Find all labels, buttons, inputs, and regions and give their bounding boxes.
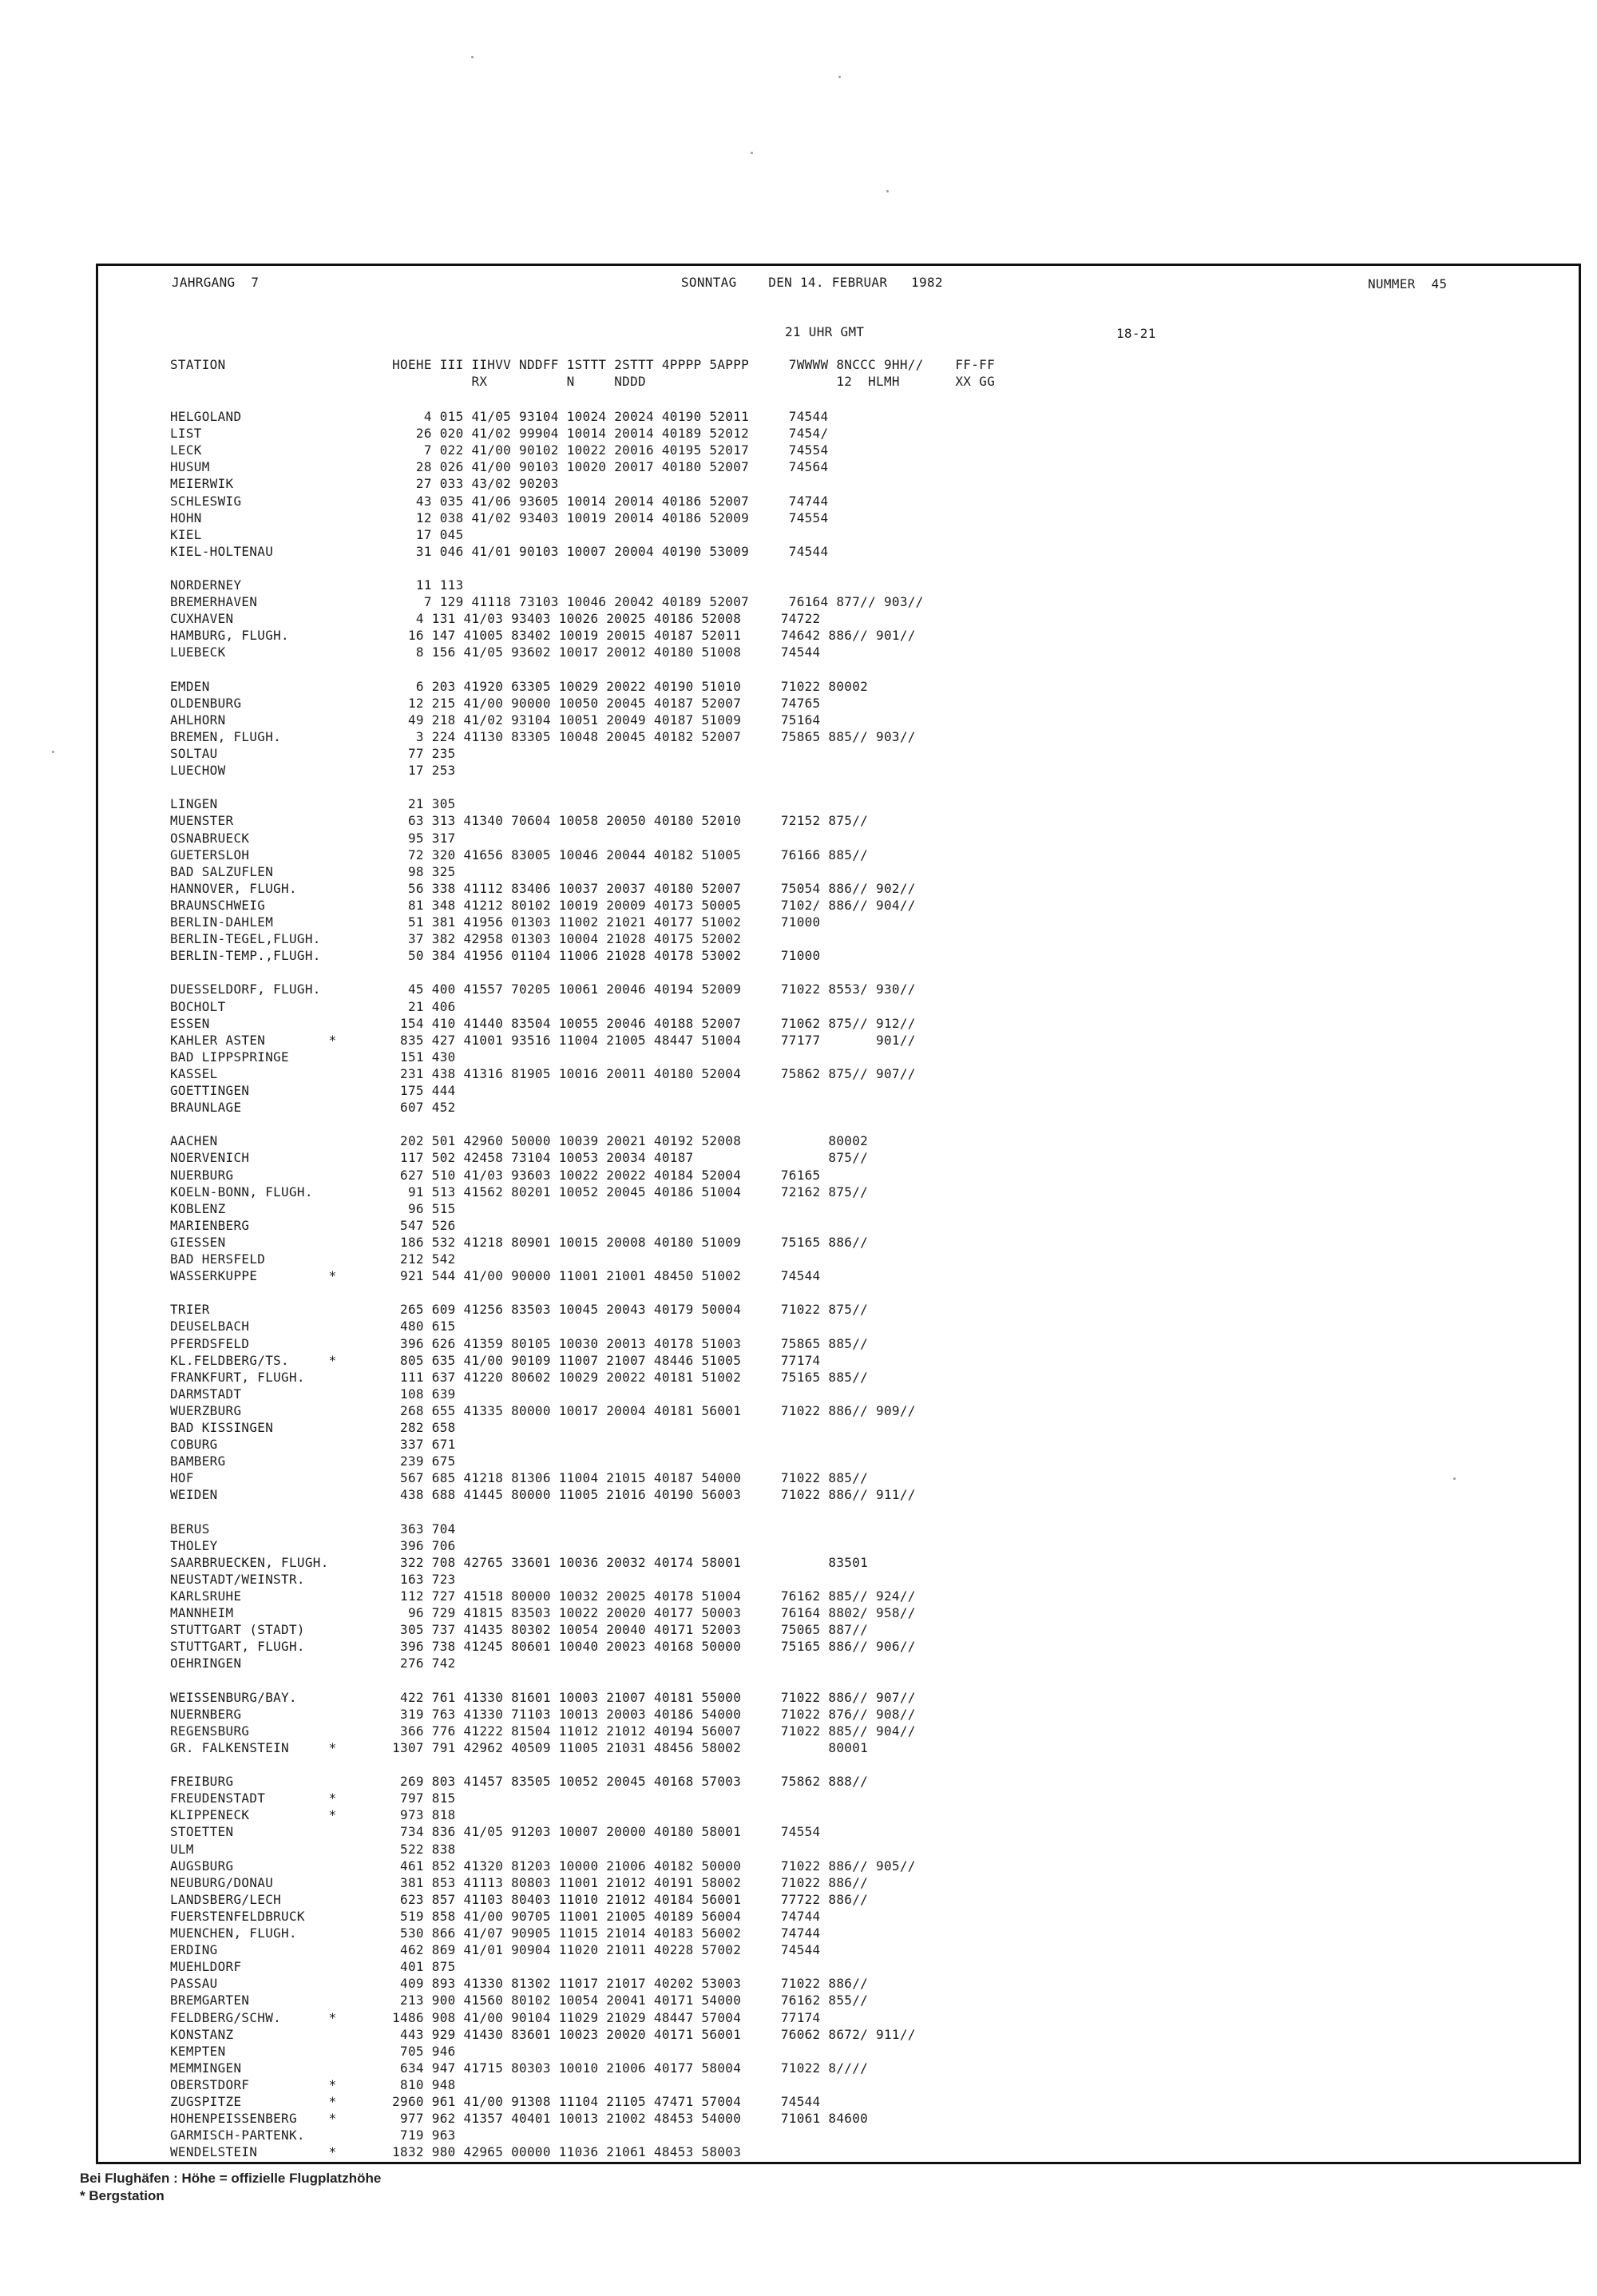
report-frame xyxy=(96,264,1581,2164)
station-row: NUERBURG 627 510 41/03 93603 10022 20022 40184 52004 76165 xyxy=(170,1167,821,1183)
station-row: HUSUM 28 026 41/00 90103 10020 20017 40180 52007 74564 xyxy=(170,459,829,475)
station-row: KLIPPENECK * 973 818 xyxy=(170,1807,456,1823)
station-row: PFERDSFELD 396 626 41359 80105 10030 20013 40178 51003 75865 885// xyxy=(170,1335,869,1351)
station-row: MUENSTER 63 313 41340 70604 10058 20050 40180 52010 72152 875// xyxy=(170,813,869,829)
station-row: EMDEN 6 203 41920 63305 10029 20022 40190 51010 71022 80002 xyxy=(170,678,869,694)
station-row: AHLHORN 49 218 41/02 93104 10051 20049 40187 51009 75164 xyxy=(170,712,821,728)
station-row: LUECHOW 17 253 xyxy=(170,763,456,779)
station-row: GOETTINGEN 175 444 xyxy=(170,1083,456,1098)
station-row: LANDSBERG/LECH 623 857 41103 80403 11010 21012 40184 56001 77722 886// xyxy=(170,1891,869,1907)
station-row: MEMMINGEN 634 947 41715 80303 10010 21006 40177 58004 71022 8//// xyxy=(170,2060,869,2076)
station-row: BERLIN-DAHLEM 51 381 41956 01303 11002 21021 40177 51002 71000 xyxy=(170,914,821,930)
station-row: DEUSELBACH 480 615 xyxy=(170,1319,456,1334)
station-row: HOHENPEISSENBERG * 977 962 41357 40401 10013 21002 48453 54000 71061 84600 xyxy=(170,2111,869,2127)
scan-speck xyxy=(838,76,841,78)
station-row: KEMPTEN 705 946 xyxy=(170,2043,456,2059)
station-row: LECK 7 022 41/00 90102 10022 20016 40195 52017 74554 xyxy=(170,442,829,458)
station-row: NEUBURG/DONAU 381 853 41113 80803 11001 21012 40191 58002 71022 886// xyxy=(170,1874,869,1890)
station-row: WASSERKUPPE * 921 544 41/00 90000 11001 21001 48450 51002 74544 xyxy=(170,1268,821,1284)
station-row: ESSEN 154 410 41440 83504 10055 20046 40188 52007 71062 875// 912// xyxy=(170,1015,916,1031)
station-row: BREMERHAVEN 7 129 41118 73103 10046 20042 40189 52007 76164 877// 903// xyxy=(170,594,924,610)
station-row: FRANKFURT, FLUGH. 111 637 41220 80602 10029 20022 40181 51002 75165 885// xyxy=(170,1369,869,1385)
station-row: STUTTGART, FLUGH. 396 738 41245 80601 10040 20023 40168 50000 75165 886// 906// xyxy=(170,1639,916,1655)
station-row: FREIBURG 269 803 41457 83505 10052 20045 40168 57003 75862 888// xyxy=(170,1774,869,1790)
observation-time: 21 UHR GMT xyxy=(785,324,865,339)
station-row: AUGSBURG 461 852 41320 81203 10000 21006 40182 50000 71022 886// 905// xyxy=(170,1858,916,1874)
station-row: CUXHAVEN 4 131 41/03 93403 10026 20025 40186 52008 74722 xyxy=(170,611,821,627)
station-row: KAHLER ASTEN * 835 427 41001 93516 11004 21005 48447 51004 77177 901// xyxy=(170,1032,916,1048)
station-row: FREUDENSTADT * 797 815 xyxy=(170,1790,456,1806)
station-row: NORDERNEY 11 113 xyxy=(170,577,464,593)
scan-speck xyxy=(886,190,889,192)
station-row: WEISSENBURG/BAY. 422 761 41330 81601 10003 21007 40181 55000 71022 886// 907// xyxy=(170,1689,916,1705)
station-row: MANNHEIM 96 729 41815 83503 10022 20020 40177 50003 76164 8802/ 958// xyxy=(170,1605,916,1621)
station-row: OEHRINGEN 276 742 xyxy=(170,1656,456,1671)
station-row: NOERVENICH 117 502 42458 73104 10053 20034 40187 875// xyxy=(170,1150,869,1166)
station-row: GUETERSLOH 72 320 41656 83005 10046 20044 40182 51005 76166 885// xyxy=(170,847,869,862)
station-row: NUERNBERG 319 763 41330 71103 10013 20003 40186 54000 71022 876// 908// xyxy=(170,1706,916,1722)
station-row: OSNABRUECK 95 317 xyxy=(170,830,456,846)
station-row: GIESSEN 186 532 41218 80901 10015 20008 40180 51009 75165 886// xyxy=(170,1234,869,1250)
station-row: OBERSTDORF * 810 948 xyxy=(170,2076,456,2092)
station-row: LUEBECK 8 156 41/05 93602 10017 20012 40180 51008 74544 xyxy=(170,644,821,660)
station-row: KOELN-BONN, FLUGH. 91 513 41562 80201 10052 20045 40186 51004 72162 875// xyxy=(170,1184,869,1200)
station-row: LINGEN 21 305 xyxy=(170,796,456,812)
station-row: WEIDEN 438 688 41445 80000 11005 21016 40190 56003 71022 886// 911// xyxy=(170,1487,916,1503)
station-row: KIEL-HOLTENAU 31 046 41/01 90103 10007 20004 40190 53009 74544 xyxy=(170,543,829,559)
station-row: WUERZBURG 268 655 41335 80000 10017 20004 40181 56001 71022 886// 909// xyxy=(170,1402,916,1418)
station-row: DUESSELDORF, FLUGH. 45 400 41557 70205 10061 20046 40194 52009 71022 8553/ 930// xyxy=(170,981,916,997)
station-row: LIST 26 020 41/02 99904 10014 20014 40189 52012 7454/ xyxy=(170,426,829,442)
jahrgang-label: JAHRGANG 7 xyxy=(172,275,260,290)
station-row: MEIERWIK 27 033 43/02 90203 xyxy=(170,476,559,492)
station-row: BAD LIPPSPRINGE 151 430 xyxy=(170,1049,456,1065)
station-row: ZUGSPITZE * 2960 961 41/00 91308 11104 21105 47471 57004 74544 xyxy=(170,2094,821,2109)
station-row: ULM 522 838 xyxy=(170,1841,456,1857)
column-header-line-2: RX N NDDD 12 HLMH XX GG xyxy=(170,374,996,389)
station-row: WENDELSTEIN * 1832 980 42965 00000 11036 21061 48453 58003 xyxy=(170,2144,742,2160)
footnote-mountain-station: * Bergstation xyxy=(80,2188,164,2203)
station-row: PASSAU 409 893 41330 81302 11017 21017 40202 53003 71022 886// xyxy=(170,1976,869,1992)
station-row: KL.FELDBERG/TS. * 805 635 41/00 90109 11007 21007 48446 51005 77174 xyxy=(170,1352,821,1368)
date-label: SONNTAG DEN 14. FEBRUAR 1982 xyxy=(681,275,943,290)
column-header-line-1: STATION HOEHE III IIHVV NDDFF 1STTT 2STTT 4PPPP 5APPP 7WWWW 8NCCC 9HH// FF-FF xyxy=(170,357,996,372)
station-row: ERDING 462 869 41/01 90904 11020 21011 40228 57002 74544 xyxy=(170,1942,821,1958)
scan-speck xyxy=(52,751,54,753)
scan-speck xyxy=(471,56,474,58)
station-row: STUTTGART (STADT) 305 737 41435 80302 10054 20040 40171 52003 75065 887// xyxy=(170,1622,869,1638)
station-row: KOBLENZ 96 515 xyxy=(170,1200,456,1216)
station-row: FUERSTENFELDBRUCK 519 858 41/00 90705 11001 21005 40189 56004 74744 xyxy=(170,1908,821,1924)
station-row: AACHEN 202 501 42960 50000 10039 20021 40192 52008 80002 xyxy=(170,1133,869,1149)
station-row: BERUS 363 704 xyxy=(170,1521,456,1537)
station-row: BERLIN-TEGEL,FLUGH. 37 382 42958 01303 10004 21028 40175 52002 xyxy=(170,931,742,947)
station-row: DARMSTADT 108 639 xyxy=(170,1386,456,1402)
station-row: REGENSBURG 366 776 41222 81504 11012 21012 40194 56007 71022 885// 904// xyxy=(170,1723,916,1739)
station-row: NEUSTADT/WEINSTR. 163 723 xyxy=(170,1571,456,1587)
station-row: BERLIN-TEMP.,FLUGH. 50 384 41956 01104 11006 21028 40178 53002 71000 xyxy=(170,948,821,964)
station-row: BAMBERG 239 675 xyxy=(170,1453,456,1469)
station-row: HELGOLAND 4 015 41/05 93104 10024 20024 40190 52011 74544 xyxy=(170,409,829,424)
station-row: FELDBERG/SCHW. * 1486 908 41/00 90104 11029 21029 48447 57004 77174 xyxy=(170,2009,821,2025)
station-row: TRIER 265 609 41256 83503 10045 20043 40179 50004 71022 875// xyxy=(170,1302,869,1318)
station-row: COBURG 337 671 xyxy=(170,1437,456,1453)
station-row: OLDENBURG 12 215 41/00 90000 10050 20045 40187 52007 74765 xyxy=(170,695,821,711)
station-row: HOF 567 685 41218 81306 11004 21015 40187 54000 71022 885// xyxy=(170,1470,869,1486)
time-range: 18-21 xyxy=(1116,326,1156,341)
station-row: KIEL 17 045 xyxy=(170,526,464,542)
station-row: SAARBRUECKEN, FLUGH. 322 708 42765 33601 10036 20032 40174 58001 83501 xyxy=(170,1554,869,1570)
issue-number: NUMMER 45 xyxy=(1368,276,1448,291)
station-row: THOLEY 396 706 xyxy=(170,1537,456,1553)
station-row: MARIENBERG 547 526 xyxy=(170,1217,456,1233)
station-row: BAD KISSINGEN 282 658 xyxy=(170,1420,456,1435)
station-row: HANNOVER, FLUGH. 56 338 41112 83406 10037 20037 40180 52007 75054 886// 902// xyxy=(170,880,916,896)
station-row: SCHLESWIG 43 035 41/06 93605 10014 20014 40186 52007 74744 xyxy=(170,493,829,509)
station-row: BRAUNSCHWEIG 81 348 41212 80102 10019 20009 40173 50005 7102/ 886// 904// xyxy=(170,897,916,913)
station-row: KASSEL 231 438 41316 81905 10016 20011 40180 52004 75862 875// 907// xyxy=(170,1065,916,1081)
station-row: HAMBURG, FLUGH. 16 147 41005 83402 10019 20015 40187 52011 74642 886// 901// xyxy=(170,628,916,644)
station-row: MUEHLDORF 401 875 xyxy=(170,1959,456,1975)
station-row: STOETTEN 734 836 41/05 91203 10007 20000 40180 58001 74554 xyxy=(170,1824,821,1840)
station-row: BOCHOLT 21 406 xyxy=(170,998,456,1014)
station-row: GR. FALKENSTEIN * 1307 791 42962 40509 11005 21031 48456 58002 80001 xyxy=(170,1739,869,1755)
station-row: SOLTAU 77 235 xyxy=(170,746,456,761)
scan-speck xyxy=(751,152,753,154)
station-row: BAD HERSFELD 212 542 xyxy=(170,1251,456,1267)
station-row: BRAUNLAGE 607 452 xyxy=(170,1100,456,1116)
station-row: BAD SALZUFLEN 98 325 xyxy=(170,863,456,879)
station-row: BREMGARTEN 213 900 41560 80102 10054 20041 40171 54000 76162 855// xyxy=(170,1993,869,2009)
station-row: BREMEN, FLUGH. 3 224 41130 83305 10048 20045 40182 52007 75865 885// 903// xyxy=(170,728,916,744)
station-row: HOHN 12 038 41/02 93403 10019 20014 40186 52009 74554 xyxy=(170,510,829,525)
station-row: MUENCHEN, FLUGH. 530 866 41/07 90905 11015 21014 40183 56002 74744 xyxy=(170,1925,821,1941)
footnote-airports: Bei Flughäfen : Höhe = offizielle Flugplatzhöhe xyxy=(80,2171,382,2186)
station-row: GARMISCH-PARTENK. 719 963 xyxy=(170,2127,456,2143)
station-row: KONSTANZ 443 929 41430 83601 10023 20020 40171 56001 76062 8672/ 911// xyxy=(170,2026,916,2042)
station-row: KARLSRUHE 112 727 41518 80000 10032 20025 40178 51004 76162 885// 924// xyxy=(170,1588,916,1604)
